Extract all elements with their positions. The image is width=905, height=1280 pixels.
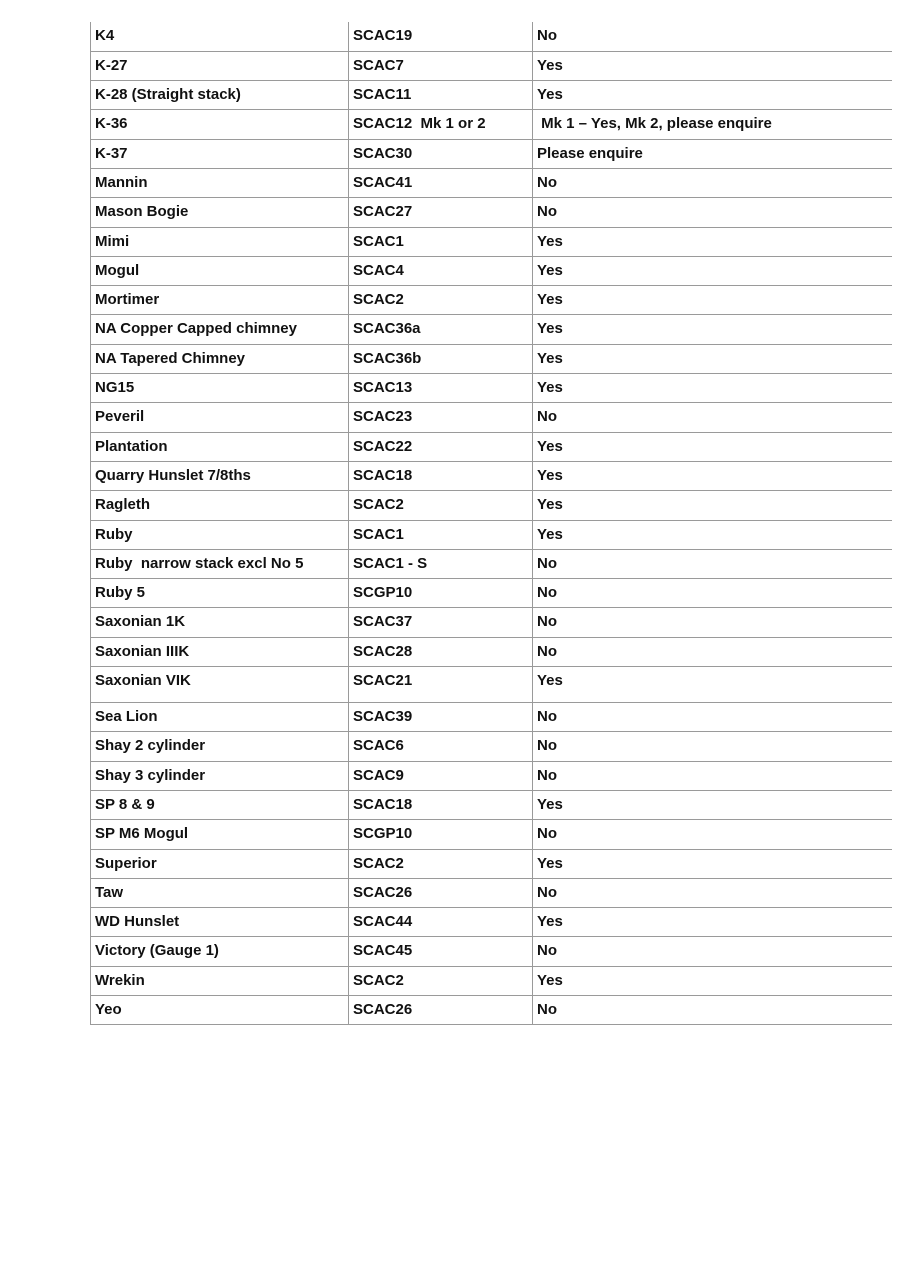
locomotive-cell: K-37 [91,139,349,168]
availability-cell: No [533,878,892,907]
locomotive-cell: K4 [91,22,349,51]
availability-cell: No [533,820,892,849]
availability-cell: Yes [533,849,892,878]
availability-cell: No [533,637,892,666]
locomotive-cell: Peveril [91,403,349,432]
locomotive-cell: Wrekin [91,966,349,995]
locomotive-cell: SP 8 & 9 [91,790,349,819]
kit-code-cell: SCAC12 Mk 1 or 2 [349,110,533,139]
availability-cell: Please enquire [533,139,892,168]
availability-cell: No [533,703,892,732]
locomotive-cell: Mason Bogie [91,198,349,227]
locomotive-cell: Saxonian IIIK [91,637,349,666]
table-row [91,51,892,80]
availability-cell: No [533,403,892,432]
kit-code-cell: SCAC21 [349,667,533,703]
kit-code-cell: SCAC41 [349,168,533,197]
availability-cell: Yes [533,461,892,490]
availability-cell: Yes [533,491,892,520]
availability-cell: No [533,579,892,608]
locomotive-cell: Shay 3 cylinder [91,761,349,790]
locomotive-cell: Mogul [91,256,349,285]
availability-cell: Yes [533,81,892,110]
availability-cell: Yes [533,667,892,703]
table-row [91,996,892,1025]
kit-code-cell: SCAC2 [349,849,533,878]
kit-code-cell: SCAC2 [349,286,533,315]
table-row [91,315,892,344]
table-row [91,878,892,907]
table-row [91,139,892,168]
locomotive-cell: Sea Lion [91,703,349,732]
availability-cell: Yes [533,374,892,403]
table-row [91,168,892,197]
locomotive-cell: Ruby narrow stack excl No 5 [91,549,349,578]
availability-cell: Yes [533,966,892,995]
table-row [91,790,892,819]
locomotive-cell: Superior [91,849,349,878]
locomotive-cell: Saxonian VIK [91,667,349,703]
locomotive-cell: Mimi [91,227,349,256]
availability-cell: Yes [533,227,892,256]
table-row [91,110,892,139]
kit-code-cell: SCAC2 [349,491,533,520]
kit-code-cell: SCAC23 [349,403,533,432]
kit-code-cell: SCAC28 [349,637,533,666]
kit-code-cell: SCAC30 [349,139,533,168]
availability-cell: No [533,608,892,637]
table-row [91,81,892,110]
table-row [91,286,892,315]
availability-cell: No [533,996,892,1025]
table-row [91,227,892,256]
availability-cell: Yes [533,256,892,285]
kit-code-cell: SCAC18 [349,790,533,819]
kit-code-cell: SCAC1 - S [349,549,533,578]
availability-cell: Yes [533,790,892,819]
availability-cell: No [533,22,892,51]
kit-code-cell: SCAC18 [349,461,533,490]
availability-cell: Yes [533,432,892,461]
table-row [91,22,892,51]
table-row [91,403,892,432]
kit-code-cell: SCAC45 [349,937,533,966]
locomotive-cell: Quarry Hunslet 7/8ths [91,461,349,490]
locomotive-cell: NA Copper Capped chimney [91,315,349,344]
kit-code-cell: SCAC36b [349,344,533,373]
table-row [91,703,892,732]
table-row [91,966,892,995]
table-row [91,256,892,285]
availability-cell: No [533,761,892,790]
locomotive-cell: Yeo [91,996,349,1025]
kit-code-cell: SCAC4 [349,256,533,285]
kit-availability-table [90,22,892,1025]
locomotive-cell: Victory (Gauge 1) [91,937,349,966]
table-row [91,849,892,878]
table-row [91,637,892,666]
availability-cell: Yes [533,315,892,344]
availability-cell: Yes [533,51,892,80]
kit-code-cell: SCAC37 [349,608,533,637]
kit-code-cell: SCAC11 [349,81,533,110]
kit-code-cell: SCGP10 [349,820,533,849]
kit-code-cell: SCAC26 [349,878,533,907]
locomotive-cell: Saxonian 1K [91,608,349,637]
kit-code-cell: SCGP10 [349,579,533,608]
document-page [90,22,891,1025]
locomotive-cell: K-28 (Straight stack) [91,81,349,110]
availability-cell: Yes [533,520,892,549]
table-row [91,937,892,966]
availability-cell: Mk 1 – Yes, Mk 2, please enquire [533,110,892,139]
table-row [91,579,892,608]
locomotive-cell: Shay 2 cylinder [91,732,349,761]
availability-cell: No [533,198,892,227]
locomotive-cell: Ragleth [91,491,349,520]
kit-code-cell: SCAC1 [349,227,533,256]
table-row [91,820,892,849]
availability-cell: Yes [533,344,892,373]
availability-cell: Yes [533,908,892,937]
table-row [91,732,892,761]
kit-code-cell: SCAC22 [349,432,533,461]
kit-code-cell: SCAC7 [349,51,533,80]
kit-code-cell: SCAC39 [349,703,533,732]
kit-code-cell: SCAC19 [349,22,533,51]
kit-code-cell: SCAC9 [349,761,533,790]
locomotive-cell: Mannin [91,168,349,197]
table-row [91,344,892,373]
table-row [91,461,892,490]
table-row [91,198,892,227]
locomotive-cell: K-36 [91,110,349,139]
kit-code-cell: SCAC13 [349,374,533,403]
kit-code-cell: SCAC27 [349,198,533,227]
table-row [91,908,892,937]
kit-code-cell: SCAC26 [349,996,533,1025]
availability-cell: No [533,732,892,761]
locomotive-cell: Taw [91,878,349,907]
table-row [91,520,892,549]
locomotive-cell: Ruby [91,520,349,549]
locomotive-cell: NA Tapered Chimney [91,344,349,373]
table-row [91,667,892,703]
locomotive-cell: SP M6 Mogul [91,820,349,849]
locomotive-cell: Plantation [91,432,349,461]
table-body [91,22,892,1025]
locomotive-cell: Mortimer [91,286,349,315]
availability-cell: Yes [533,286,892,315]
kit-code-cell: SCAC2 [349,966,533,995]
locomotive-cell: K-27 [91,51,349,80]
table-row [91,608,892,637]
table-row [91,491,892,520]
availability-cell: No [533,549,892,578]
availability-cell: No [533,168,892,197]
kit-code-cell: SCAC44 [349,908,533,937]
kit-code-cell: SCAC6 [349,732,533,761]
availability-cell: No [533,937,892,966]
kit-code-cell: SCAC36a [349,315,533,344]
table-row [91,374,892,403]
table-row [91,432,892,461]
locomotive-cell: Ruby 5 [91,579,349,608]
kit-code-cell: SCAC1 [349,520,533,549]
locomotive-cell: NG15 [91,374,349,403]
table-row [91,761,892,790]
locomotive-cell: WD Hunslet [91,908,349,937]
table-row [91,549,892,578]
